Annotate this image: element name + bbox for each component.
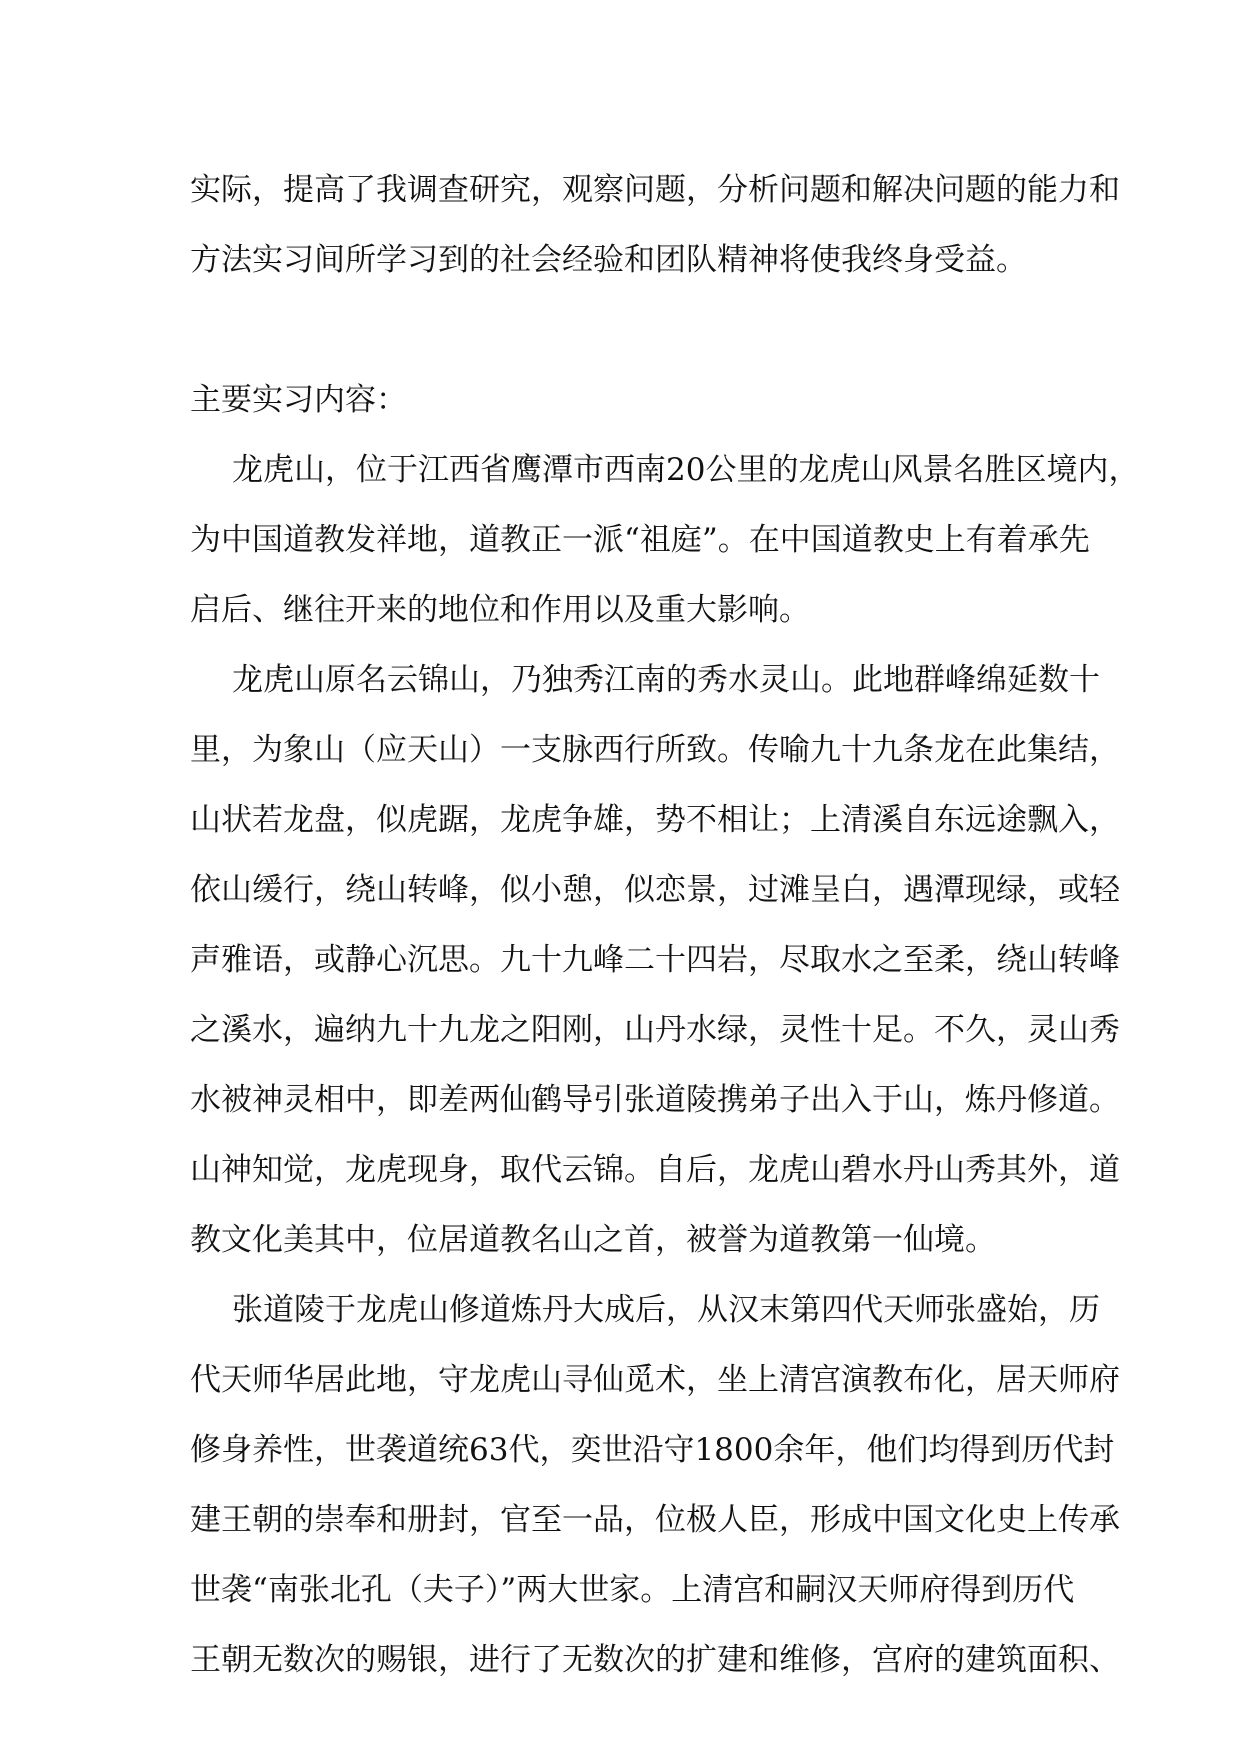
text-line: 方法实习间所学习到的社会经验和团队精神将使我终身受益。 [190,242,1027,278]
paragraph-2-line: 山神知觉，龙虎现身，取代云锦。自后，龙虎山碧水丹山秀其外，道 [190,1152,1120,1188]
paragraph-3-line: 修身养性，世袭道统63代，奕世沿守1800余年，他们均得到历代封 [190,1432,1115,1468]
paragraph-1-line: 启后、继往开来的地位和作用以及重大影响。 [190,592,810,628]
section-heading: 主要实习内容： [190,382,407,418]
paragraph-2-line: 山状若龙盘，似虎踞，龙虎争雄，势不相让；上清溪自东远途飘入， [190,802,1120,838]
paragraph-3-line: 张道陵于龙虎山修道炼丹大成后，从汉末第四代天师张盛始，历 [232,1292,1100,1328]
paragraph-2-line: 教文化美其中，位居道教名山之首，被誉为道教第一仙境。 [190,1222,996,1258]
text-line: 实际，提高了我调查研究，观察问题，分析问题和解决问题的能力和 [190,172,1120,208]
paragraph-3-line: 代天师华居此地，守龙虎山寻仙觅术，坐上清宫演教布化，居天师府 [190,1362,1120,1398]
paragraph-1-line: 为中国道教发祥地，道教正一派“祖庭”。在中国道教史上有着承先 [190,522,1090,558]
paragraph-gap [190,295,1060,365]
paragraph-1-line: 龙虎山，位于江西省鹰潭市西南20公里的龙虎山风景名胜区境内， [232,452,1140,488]
paragraph-3-line: 王朝无数次的赐银，进行了无数次的扩建和维修，宫府的建筑面积、 [190,1642,1120,1678]
document-body [190,155,1140,1695]
paragraph-2-line: 里，为象山（应天山）一支脉西行所致。传喻九十九条龙在此集结， [190,732,1120,768]
paragraph-2-line: 之溪水，遍纳九十九龙之阳刚，山丹水绿，灵性十足。不久，灵山秀 [190,1012,1120,1048]
paragraph-2-line: 声雅语，或静心沉思。九十九峰二十四岩，尽取水之至柔，绕山转峰 [190,942,1120,978]
paragraph-2-line: 依山缓行，绕山转峰，似小憩，似恋景，过滩呈白，遇潭现绿，或轻 [190,872,1120,908]
paragraph-2-line: 水被神灵相中，即差两仙鹤导引张道陵携弟子出入于山，炼丹修道。 [190,1082,1120,1118]
paragraph-2-line: 龙虎山原名云锦山，乃独秀江南的秀水灵山。此地群峰绵延数十 [232,662,1100,698]
paragraph-3-line: 世袭“南张北孔（夫子）”两大世家。上清宫和嗣汉天师府得到历代 [190,1572,1075,1608]
paragraph-3-line: 建王朝的崇奉和册封，官至一品，位极人臣，形成中国文化史上传承 [190,1502,1120,1538]
